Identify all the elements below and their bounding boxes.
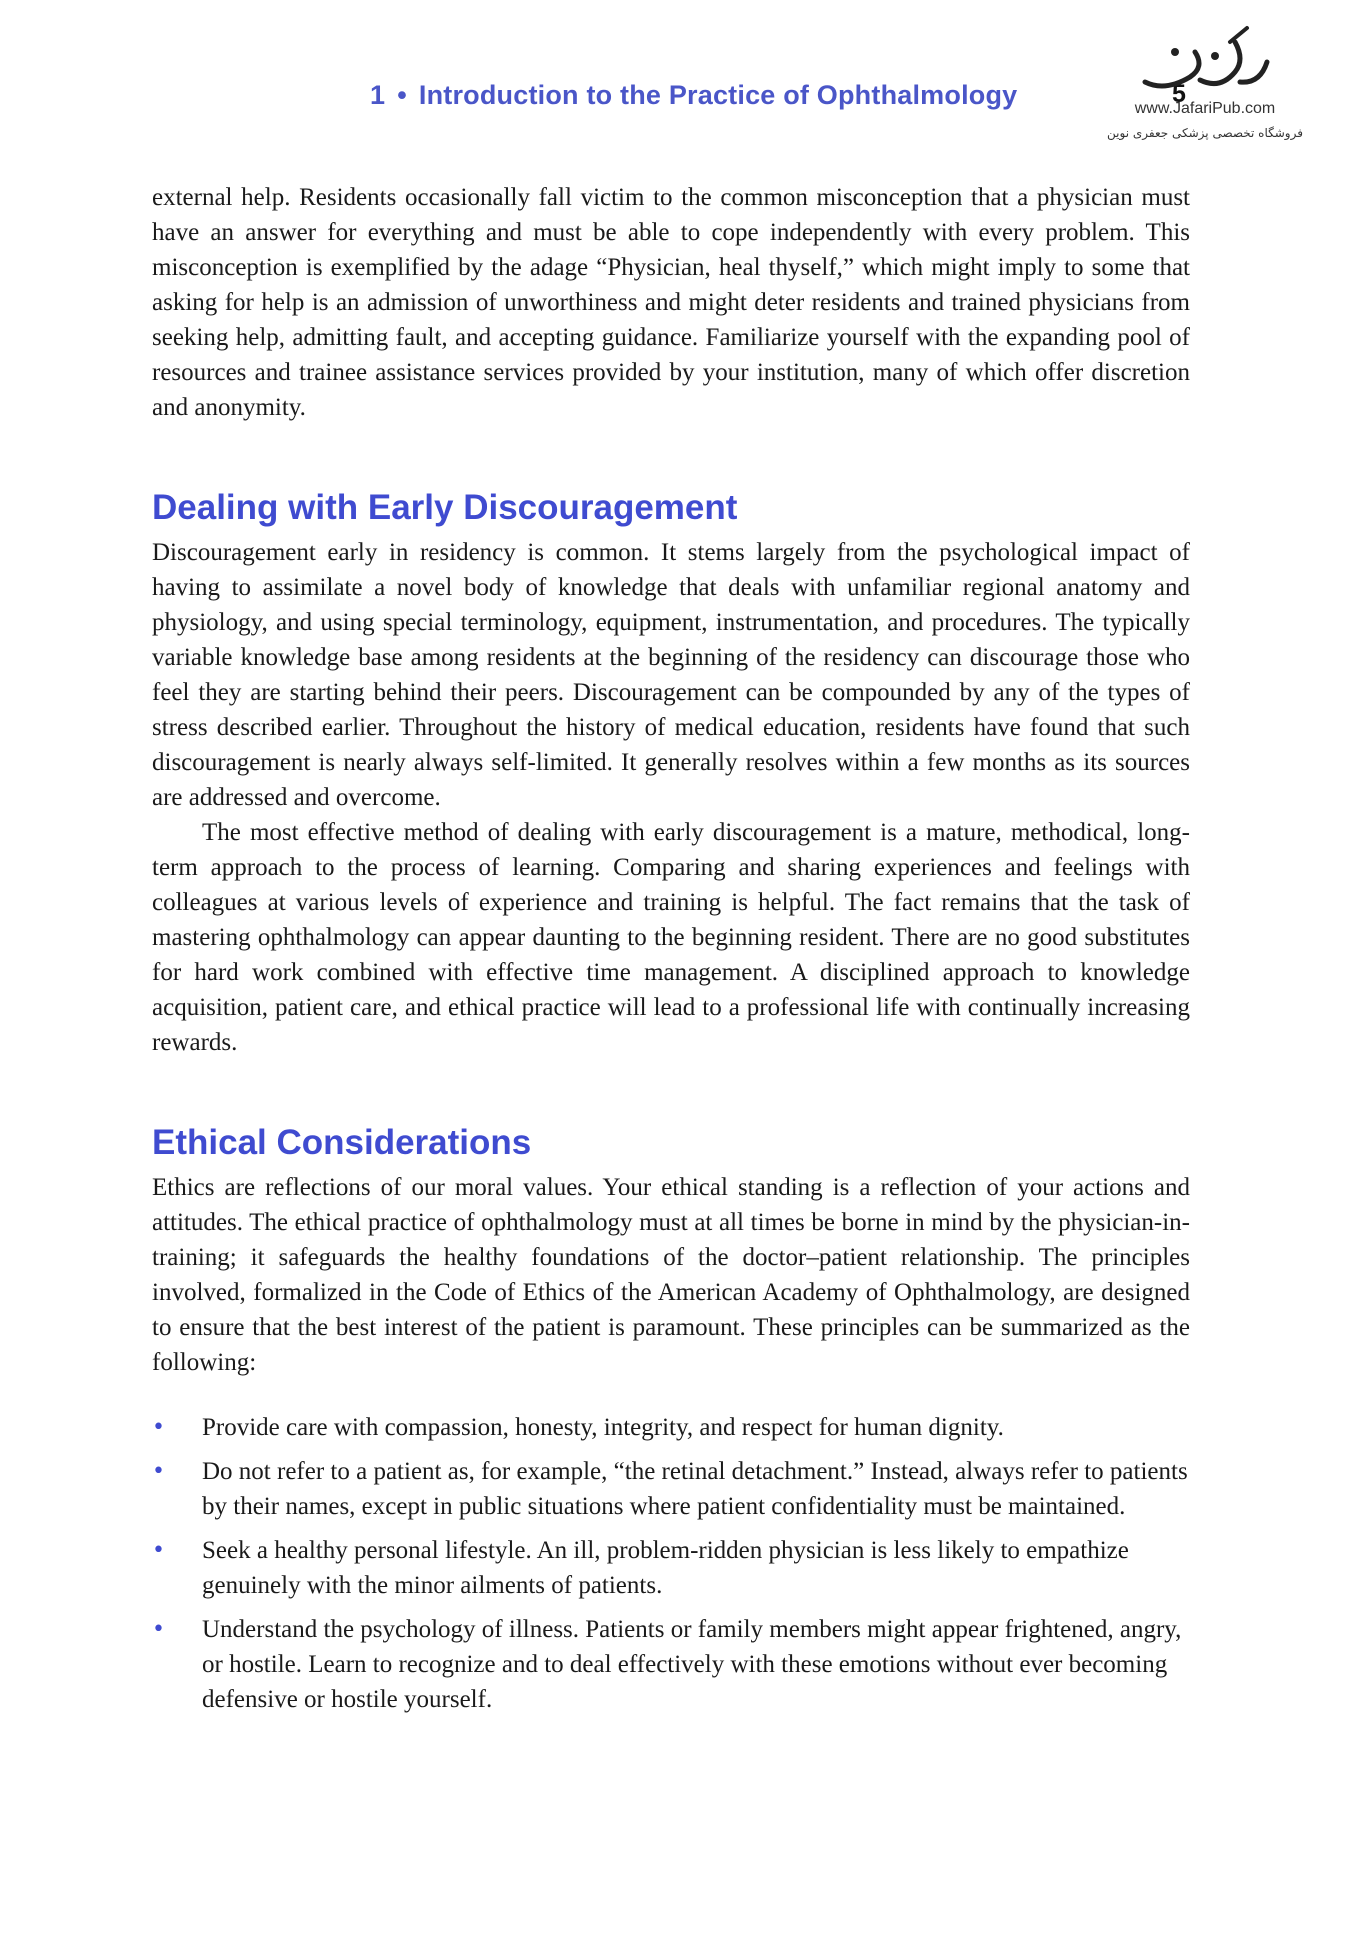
bullet-icon: • bbox=[152, 1617, 165, 1642]
jafari-logo-icon bbox=[1135, 22, 1275, 102]
section-heading-ethics: Ethical Considerations bbox=[152, 1123, 532, 1162]
list-item bbox=[152, 1410, 1190, 1445]
list-item-text: Provide care with compassion, honesty, integrity, and respect for human dignity. bbox=[202, 1414, 1004, 1441]
ethics-paragraph: Ethics are reflections of our moral values. Your ethical standing is a reflection of your actions and attitudes. The ethical practice of ophthalmology must at all times be borne in mind by the physician-in-training; it safeguards the healthy foundations of the doctor–patient relationship. The principles involved, formalized in the Code of Ethics of the American Academy of Ophthalmology, are designed to ensure that the best interest of the patient is paramount. These principles can be summarized as the following: bbox=[152, 1174, 1190, 1376]
list-item bbox=[152, 1533, 1190, 1603]
list-item bbox=[152, 1454, 1190, 1524]
chapter-number: 1 bbox=[370, 80, 386, 110]
list-item-text: Understand the psychology of illness. Patients or family members might appear frightened, angry, or hostile. Learn to recognize and to deal effectively with these emotions without ever becoming defensive or hostile yourself. bbox=[202, 1616, 1182, 1713]
list-item-text: Seek a healthy personal lifestyle. An ill, problem-ridden physician is less likely to empathize genuinely with the minor ailments of patients. bbox=[202, 1537, 1129, 1599]
bullet-icon: • bbox=[152, 1538, 165, 1563]
publisher-watermark bbox=[1105, 22, 1305, 152]
bullet-icon: • bbox=[152, 1415, 165, 1440]
watermark-subtitle: فروشگاه تخصصی پزشکی جعفری نوین bbox=[1107, 126, 1303, 140]
page-number: 5 bbox=[1172, 80, 1186, 108]
running-head-separator: • bbox=[397, 80, 407, 110]
list-item-text: Do not refer to a patient as, for example, “the retinal detachment.” Instead, always refer to patients by their names, except in public situations where patient confidentiality must be maintained. bbox=[202, 1458, 1188, 1520]
chapter-title: Introduction to the Practice of Ophthalmology bbox=[418, 80, 1018, 110]
running-head bbox=[370, 80, 1017, 111]
discouragement-paragraph-2: The most effective method of dealing with early discouragement is a mature, methodical, long-term approach to the process of learning. Comparing and sharing experiences and feelings with colleagues at various levels of experience and training is helpful. The fact remains that the task of mastering ophthalmology can appear daunting to the beginning resident. There are no good substitutes for hard work combined with effective time management. A disciplined approach to knowledge acquisition, patient care, and ethical practice will lead to a professional life with continually increasing rewards. bbox=[152, 819, 1190, 1056]
page-content bbox=[152, 180, 1190, 1726]
section-heading-discouragement: Dealing with Early Discouragement bbox=[152, 488, 738, 527]
list-item bbox=[152, 1612, 1190, 1717]
bullet-icon: • bbox=[152, 1459, 165, 1484]
watermark-url: www.JafariPub.com bbox=[1134, 100, 1276, 117]
ethics-principles-list bbox=[152, 1410, 1190, 1717]
discouragement-paragraph-1: Discouragement early in residency is common. It stems largely from the psychological impact of having to assimilate a novel body of knowledge that deals with unfamiliar regional anatomy and physiology, and using special terminology, equipment, instrumentation, and procedures. The typically variable knowledge base among residents at the beginning of the residency can discourage those who feel they are starting behind their peers. Discouragement can be compounded by any of the types of stress described earlier. Throughout the history of medical education, residents have found that such discouragement is nearly always self-limited. It generally resolves within a few months as its sources are addressed and overcome. bbox=[152, 539, 1190, 811]
intro-paragraph: external help. Residents occasionally fall victim to the common misconception that a physician must have an answer for everything and must be able to cope independently with every problem. This misconception is exemplified by the adage “Physician, heal thyself,” which might imply to some that asking for help is an admission of unworthiness and might deter residents and trained physicians from seeking help, admitting fault, and accepting guidance. Familiarize yourself with the expanding pool of resources and trainee assistance services provided by your institution, many of which offer discretion and anonymity. bbox=[152, 184, 1190, 421]
